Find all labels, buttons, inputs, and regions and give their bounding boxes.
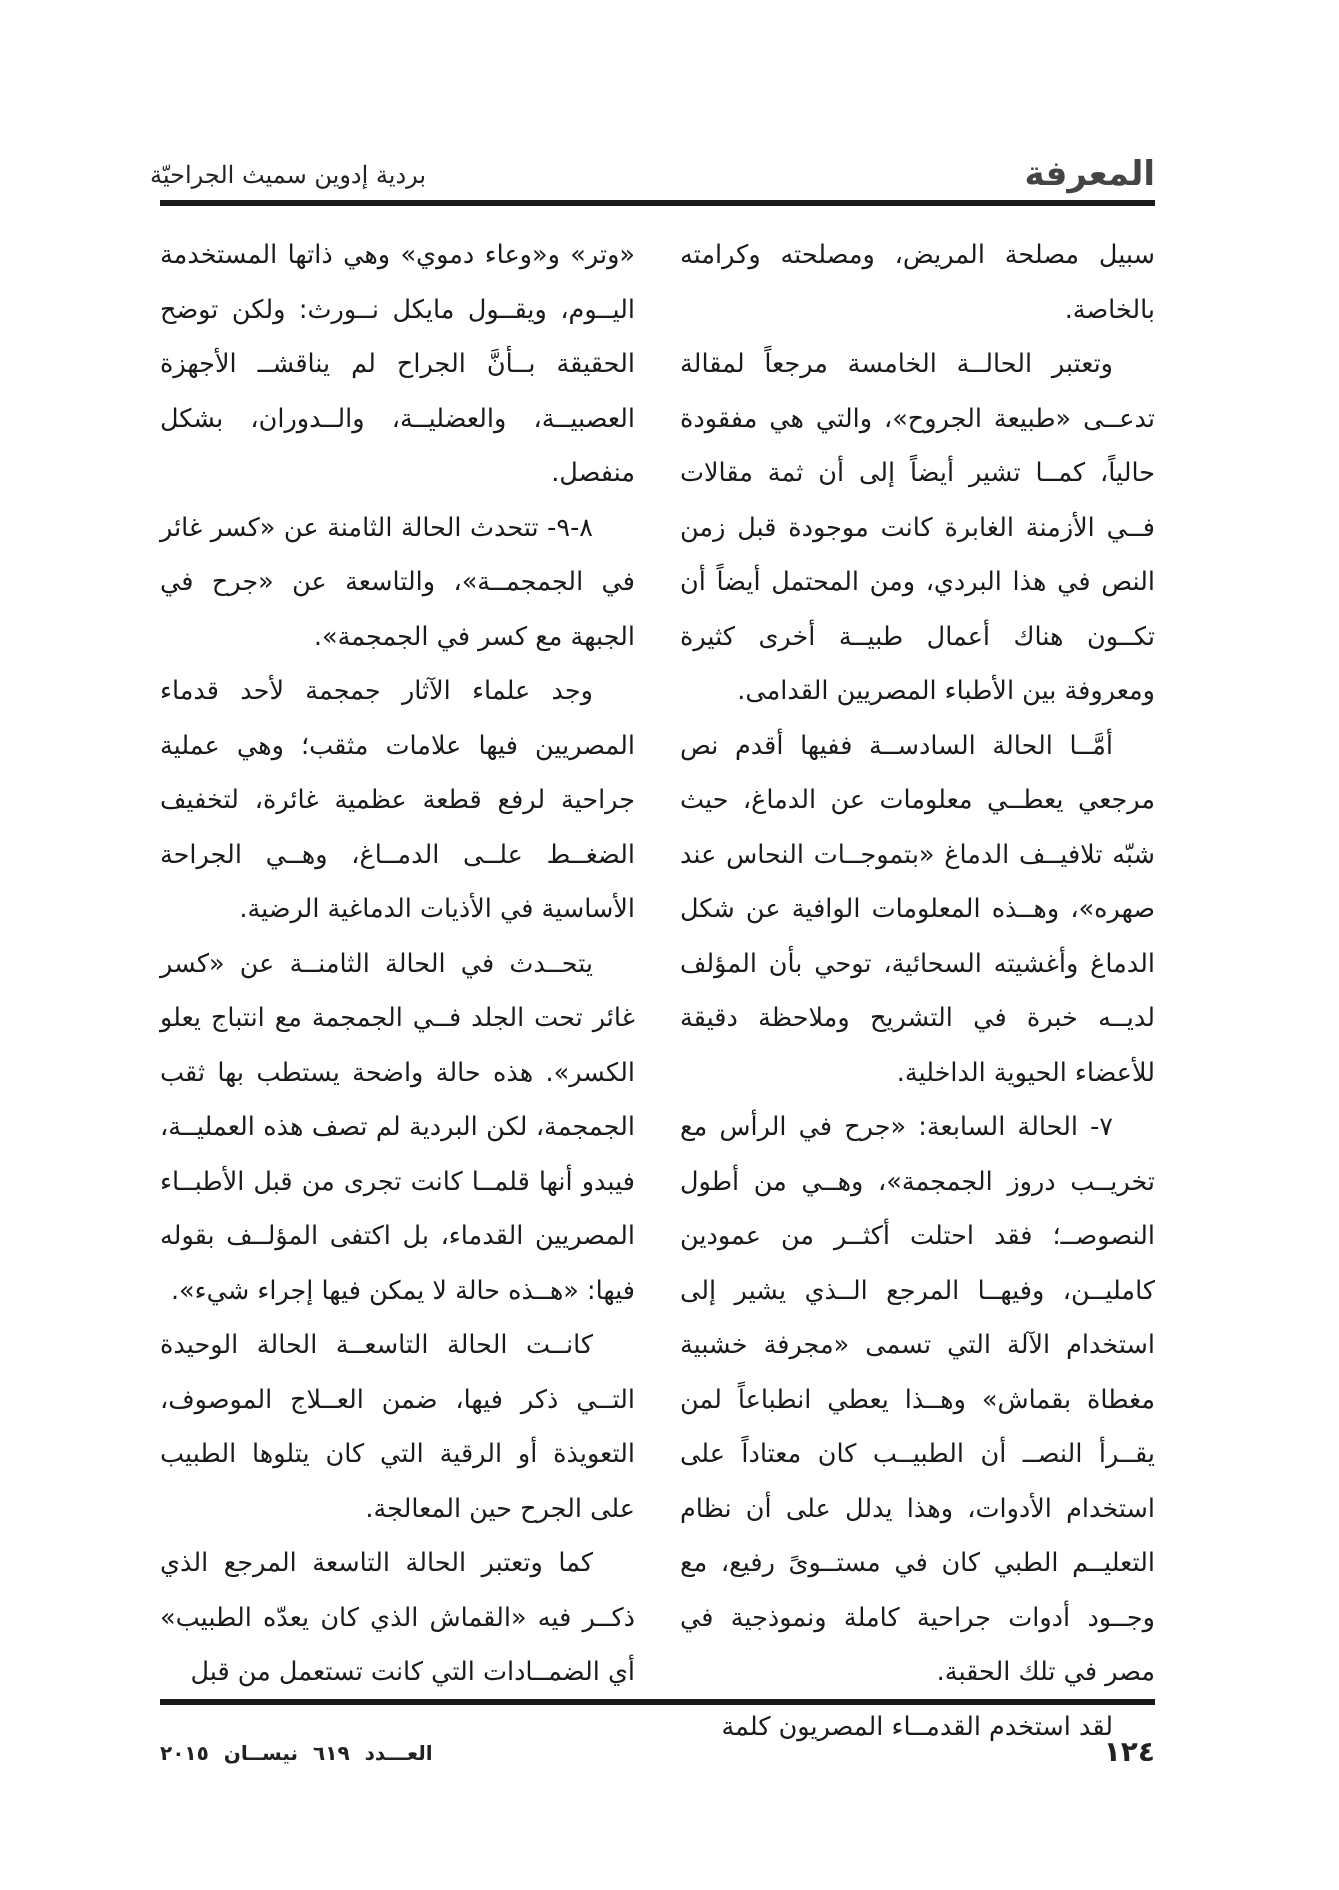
paragraph: وتعتبر الحالــة الخامسة مرجعاً لمقالة تدعــى «طبيعة الجروح»، والتي هي مفقودة حالياً، كمــا تشير أيضاً إلى أن ثمة مقالات فــي الأزمنة الغابرة كانت موجودة قبل زمن النص في هذا البردي، ومن المحتمل أيضاً أن تكــون هناك أعمال طبيــة أخرى كثيرة ومعروفة بين الأطباء المصريين القدامى. [680, 349, 1155, 706]
paragraph: «وتر» و«وعاء دموي» وهي ذاتها المستخدمة اليــوم، ويقــول مايكل نــورث: ولكن توضح الحقيقة بــأنَّ الجراح لم يناقشــ الأجهزة العصبيــة، والعضليــة، والــدوران، بشكل منفصل. [160, 240, 635, 488]
right-column [680, 228, 1155, 1742]
paragraph: كما وتعتبر الحالة التاسعة المرجع الذي ذكــر فيه «القماش الذي كان يعدّه الطبيب» أي الضمــادات التي كانت تستعمل من قبل [160, 1548, 635, 1687]
page-number: ١٢٤ [1103, 1735, 1155, 1768]
paragraph: سبيل مصلحة المريض، ومصلحته وكرامته بالخاصة. [680, 240, 1155, 325]
paragraph: لقد استخدم القدمــاء المصريون كلمة [721, 1711, 1113, 1742]
paragraph: ٨-٩- تتحدث الحالة الثامنة عن «كسر غائر في الجمجمــة»، والتاسعة عن «جرح في الجبهة مع كسر في الجمجمة». [160, 512, 635, 652]
paragraph: كانــت الحالة التاسعــة الحالة الوحيدة التــي ذكر فيها، ضمن العــلاج الموصوف، التعويذة أو الرقية التي كان يتلوها الطبيب على الجرح حين المعالجة. [160, 1330, 635, 1524]
left-column [160, 228, 635, 1688]
paragraph: ٧- الحالة السابعة: «جرح في الرأس مع تخريــب دروز الجمجمة»، وهــي من أطول النصوصــ؛ فقد احتلت أكثــر من عمودين كامليــن، وفيهــا المرجع الــذي يشير إلى استخدام الآلة التي تسمى «مجرفة خشبية مغطاة بقماش» وهــذا يعطي انطباعاً لمن يقــرأ النصــ أن الطبيــب كان معتاداً على استخدام الأدوات، وهذا يدلل على أن نظام التعليــم الطبي كان في مستــوىً رفيع، مع وجــود أدوات جراحية كاملة ونموذجية في مصر في تلك الحقبة. [680, 1112, 1155, 1687]
bottom-rule [160, 1699, 1155, 1705]
running-title: بردية إدوين سميث الجراحيّة [150, 161, 427, 189]
paragraph: أمَّــا الحالة السادســة ففيها أقدم نص مرجعي يعطــي معلومات عن الدماغ، حيث شبّه تلافيــف الدماغ «بتموجــات النحاس عند صهره»، وهــذه المعلومات الوافية عن شكل الدماغ وأغشيته السحائية، توحي بأن المؤلف لديــه خبرة في التشريح وملاحظة دقيقة للأعضاء الحيوية الداخلية. [680, 730, 1155, 1088]
issue-info: العـــدد ٦١٩ نيســان ٢٠١٥ [160, 1741, 433, 1765]
magazine-logo: المعرفة [1024, 154, 1155, 194]
paragraph: يتحــدث في الحالة الثامنــة عن «كسر غائر تحت الجلد فــي الجمجمة مع انتباج يعلو الكسر». هذه حالة واضحة يستطب بها ثقب الجمجمة، لكن البردية لم تصف هذه العمليــة، فيبدو أنها قلمــا كانت تجرى من قبل الأطبــاء المصريين القدماء، بل اكتفى المؤلــف بقوله فيها: «هــذه حالة لا يمكن فيها إجراء شيء». [160, 948, 635, 1306]
paragraph: وجد علماء الآثار جمجمة لأحد قدماء المصريين فيها علامات مثقب؛ وهي عملية جراحية لرفع قطعة عظمية غائرة، لتخفيف الضغــط علــى الدمــاغ، وهــي الجراحة الأساسية في الأذيات الدماغية الرضية. [160, 676, 635, 924]
top-rule [160, 200, 1155, 206]
